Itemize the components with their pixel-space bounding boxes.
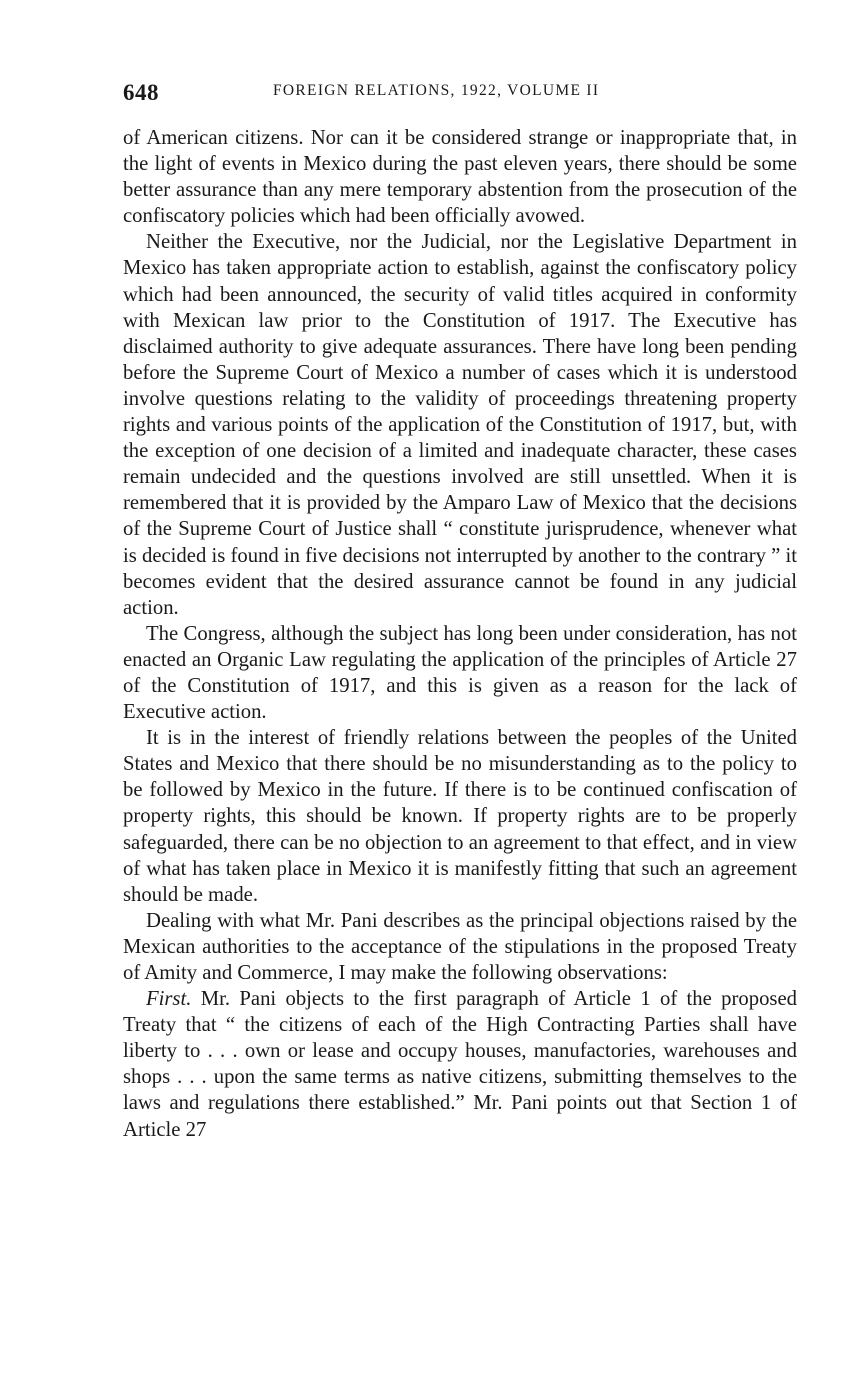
paragraph-friendly-relations: It is in the interest of friendly relations between the peoples of the United States and Mexico that there should be no misunderstanding as to the policy to be followed by Mexico in the future. If there is to be continued confiscation of property rights, this should be known. If property rights are to be properly safeguarded, there can be no objection to an agreement to that effect, and in view of what has taken place in Mexico it is manifestly fitting that such an agreement should be made. bbox=[123, 727, 797, 906]
body-text bbox=[123, 125, 797, 1143]
first-lead-in: First. bbox=[146, 988, 192, 1011]
paragraph-departments: Neither the Executive, nor the Judicial, nor the Legislative Department in Mexico has taken appropriate action to establish, against the confiscatory policy which had been announced, the security of valid titles acquired in conformity with Mexican law prior to the Constitution of 1917. The Executive has disclaimed authority to give adequate assurances. There have long been pending before the Supreme Court of Mexico a number of cases which it is understood involve questions relating to the validity of proceedings threatening property rights and various points of the application of the Constitution of 1917, but, with the exception of one decision of a limited and inadequate character, these cases remain undecided and the questions involved are still unsettled. When it is remembered that it is provided by the Amparo Law of Mexico that the decisions of the Supreme Court of Justice shall “ constitute jurisprudence, whenever what is decided is found in five decisions not interrupted by another to the contrary ” it becomes evident that the desired assurance cannot be found in any judicial action. bbox=[123, 231, 797, 619]
paragraph-congress: The Congress, although the subject has long been under consideration, has not enacted an Organic Law regulating the application of the principles of Article 27 of the Constitution of 1917, and this is given as a reason for the lack of Executive action. bbox=[123, 622, 797, 724]
paragraph-first-objection bbox=[123, 986, 797, 1143]
running-title: FOREIGN RELATIONS, 1922, VOLUME II bbox=[273, 82, 600, 99]
first-objection-text: Mr. Pani objects to the first paragraph of Article 1 of the proposed Treaty that “ the citizens of each of the High Contracting Parties shall have liberty to . . . own or lease and occupy houses, manufactories, warehouses and shops . . . upon the same terms as native citizens, submitting themselves to the laws and regulations there established.” Mr. Pani points out that Section 1 of Article 27 bbox=[123, 988, 797, 1141]
document-page bbox=[123, 76, 797, 1143]
running-head bbox=[123, 76, 797, 112]
paragraph-continuation: of American citizens. Nor can it be considered strange or inappropriate that, in the light of events in Mexico during the past eleven years, there should be some better assurance than any mere temporary abstention from the prosecution of the confiscatory policies which had been officially avowed. bbox=[123, 127, 797, 228]
paragraph-objections: Dealing with what Mr. Pani describes as the principal objections raised by the Mexican authorities to the acceptance of the stipulations in the proposed Treaty of Amity and Commerce, I may make the following observations: bbox=[123, 909, 797, 984]
page-number: 648 bbox=[123, 80, 159, 105]
